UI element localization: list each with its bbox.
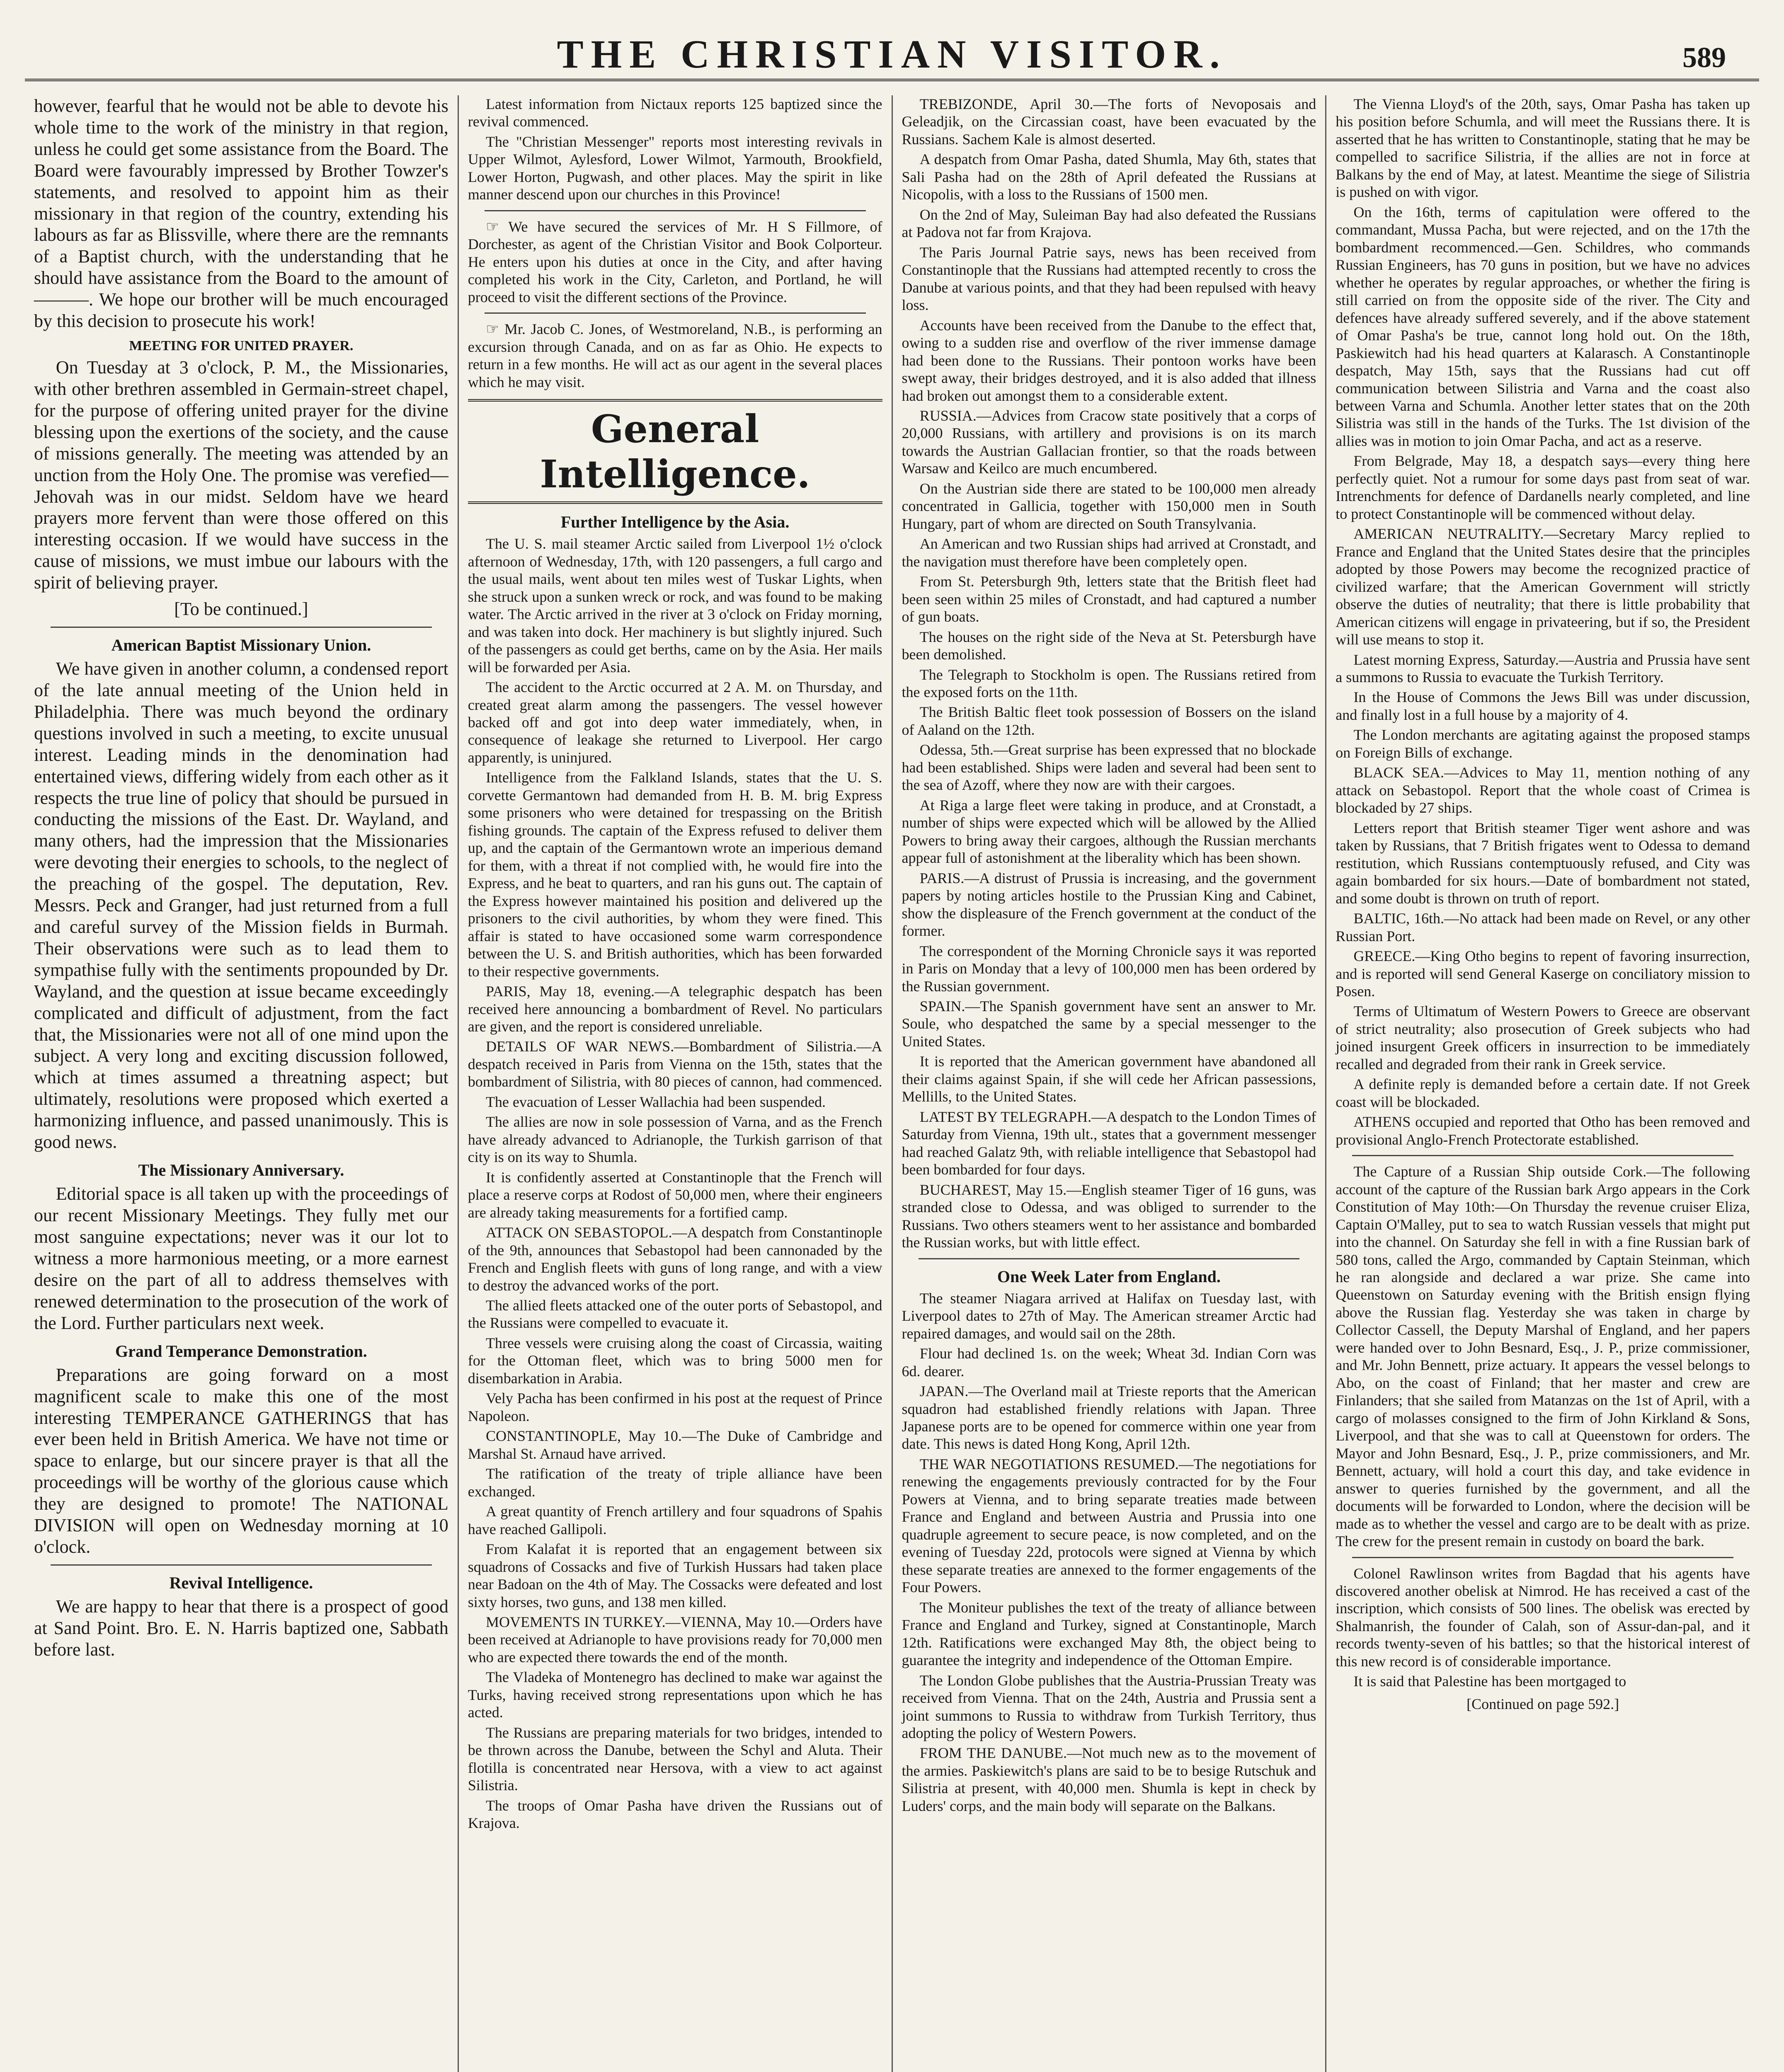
section-heading: Revival Intelligence.: [169, 1573, 313, 1592]
paragraph: The Russians are preparing materials for two bridges, intended to be thrown across the Danube, between the Schyl and Aluta. Their flotilla is concentrated near Hersova, with a view to act against Silistria.: [468, 1724, 882, 1794]
paragraph: A great quantity of French artillery and four squadrons of Spahis have reached Gallipoli.: [468, 1503, 882, 1537]
paragraph: ATTACK ON SEBASTOPOL.—A despatch from Constantinople of the 9th, announces that Sebastopol had been cannonaded by the French and English fleets with guns of long range, and with a view to destroy the advanced works of the port.: [468, 1224, 882, 1294]
paragraph: The Moniteur publishes the text of the treaty of alliance between France and England and Turkey, signed at Constantinople, March 12th. Ratifications were exchanged May 8th, the object being to guarantee the integrity and independence of the Ottoman Empire.: [902, 1599, 1316, 1669]
paragraph: MOVEMENTS IN TURKEY.—VIENNA, May 10.—Orders have been received at Adrianople to have provisions ready for 70,000 men who are expected there towards the end of the month.: [468, 1613, 882, 1665]
columns: [25, 95, 1759, 2072]
paragraph: It is confidently asserted at Constantinople that the French will place a reserve corps at Rodost of 50,000 men, where their engineers are already taking measurements for a fortified camp.: [468, 1169, 882, 1221]
paragraph: The London merchants are agitating against the proposed stamps on Foreign Bills of exchange.: [1336, 726, 1750, 761]
paragraph: On the Austrian side there are stated to be 100,000 men already concentrated in Gallicia, together with 150,000 men in South Hungary, part of whom are directed on South Transylvania.: [902, 480, 1316, 532]
paragraph: On Tuesday at 3 o'clock, P. M., the Missionaries, with other brethren assembled in Germain-street chapel, for the purpose of offering united prayer for the divine blessing upon the exertions of the society, and the cause of missions generally. The meeting was attended by an unction from the Holy One. The promise was verefied—Jehovah was in our midst. Seldom have we heard prayers more fervent than were those offered on this interesting occasion. If we would have success in the cause of missions, we must imbue our labours with the spirit of believing prayer.: [34, 357, 448, 593]
paragraph: From St. Petersburgh 9th, letters state that the British fleet had been seen within 25 miles of Cronstadt, and had captured a number of gun boats.: [902, 573, 1316, 625]
paragraph: The Vienna Lloyd's of the 20th, says, Omar Pasha has taken up his position before Schumla, and will meet the Russians there. It is asserted that he has written to Constantinople, stating that he may be compelled to sacrifice Silistria, if the allies are not in force at Balkans by the end of May, at latest. Meantime the siege of Silistria is pushed on with vigor.: [1336, 96, 1750, 201]
section-heading: American Baptist Missionary Union.: [111, 635, 371, 654]
paragraph: THE WAR NEGOTIATIONS RESUMED.—The negotiations for renewing the engagements previously contracted for by the Four Powers at Vienna, and to bring separate treaties made between France and England and between Austria and Prussia into one quadruple agreement to secure peace, is now completed, and on the evening of Tuesday 22d, protocols were signed at Vienna by which these separate treaties are annexed to the former engagements of the Four Powers.: [902, 1455, 1316, 1596]
paragraph: TREBIZONDE, April 30.—The forts of Nevoposais and Geleadjik, on the Circassian coast, have been evacuated by the Russians. Sachem Kale is almost deserted.: [902, 96, 1316, 148]
paragraph: In the House of Commons the Jews Bill was under discussion, and finally lost in a full house by a majority of 4.: [1336, 689, 1750, 723]
paragraph: The evacuation of Lesser Wallachia had been suspended.: [485, 1093, 826, 1110]
divider: [51, 1564, 432, 1566]
paragraph: The London Globe publishes that the Austria-Prussian Treaty was received from Vienna. That on the 24th, Austria and Prussia sent a joint summons to Russia to withdraw from Turkish Territory, thus adopting the policy of Western Powers.: [902, 1672, 1316, 1741]
paragraph: BLACK SEA.—Advices to May 11, mention nothing of any attack on Sebastopol. Report that the whole coast of Crimea is blockaded by 27 ships.: [1336, 764, 1750, 816]
paragraph: A despatch from Omar Pasha, dated Shumla, May 6th, states that Sali Pasha had on the 28th of April defeated the Russians at Nicopolis, with a loss to the Russians of 1500 men.: [902, 151, 1316, 203]
divider: [919, 1258, 1300, 1259]
paragraph: RUSSIA.—Advices from Cracow state positively that a corps of 20,000 Russians, with artillery and provisions is on its march towards the Austrian Gallacian frontier, so that the roads between Warsaw and Keilco are much encumbered.: [902, 407, 1316, 477]
paragraph: The troops of Omar Pasha have driven the Russians out of Krajova.: [468, 1797, 882, 1832]
paragraph: JAPAN.—The Overland mail at Trieste reports that the American squadron had established friendly relations with Japan. Three Japanese ports are to be opened for commerce within one year from date. This news is dated Hong Kong, April 12th.: [902, 1383, 1316, 1452]
general-intelligence-heading: General Intelligence.: [468, 399, 882, 504]
column-4: [1325, 95, 1759, 2072]
section-heading: Grand Temperance Demonstration.: [115, 1341, 367, 1360]
paragraph: Odessa, 5th.—Great surprise has been expressed that no blockade had been established. Ships were laden and several had been sent to the sea of Azoff, where they now are with their cargoes.: [902, 741, 1316, 794]
paragraph: Latest information from Nictaux reports 125 baptized since the revival commenced.: [468, 96, 882, 130]
continued-note: [Continued on page 592.]: [1466, 1695, 1619, 1712]
paragraph: The correspondent of the Morning Chronicle says it was reported in Paris on Monday that a levy of 100,000 men has been ordered by the Russian government.: [902, 942, 1316, 995]
paragraph: An American and two Russian ships had arrived at Cronstadt, and the navigation must therefore have been completely open.: [902, 535, 1316, 570]
paragraph: The U. S. mail steamer Arctic sailed from Liverpool 1½ o'clock afternoon of Wednesday, 17th, with 120 passengers, a full cargo and the usual mails, went about ten miles west of Tuskar Lights, when she struck upon a sunken wreck or rock, and was found to be making water. The Arctic arrived in the river at 3 o'clock on Friday morning, and was taken into dock. Her machinery is but slightly injured. Such of the passengers as could get berths, came on by the Asia. Her mails will be forwarded per Asia.: [468, 535, 882, 675]
section-heading: One Week Later from England.: [997, 1267, 1221, 1286]
paragraph: Latest morning Express, Saturday.—Austria and Prussia have sent a summons to Russia to evacuate the Turkish Territory.: [1336, 651, 1750, 685]
paragraph: The allied fleets attacked one of the outer ports of Sebastopol, and the Russians were compelled to evacuate it.: [468, 1297, 882, 1331]
paragraph: BUCHAREST, May 15.—English steamer Tiger of 16 guns, was stranded close to Odessa, and was obliged to surrender to the Russians. Two others steamers went to her assistance and bombarded the Russian works, but with little effect.: [902, 1181, 1316, 1251]
paragraph: The British Baltic fleet took possession of Bossers on the island of Aaland on the 12th.: [902, 704, 1316, 738]
paragraph: ☞ We have secured the services of Mr. H S Fillmore, of Dorchester, as agent of the Christian Visitor and Book Colporteur. He enters upon his duties at once in the City, and after having completed his work in the City, Carleton, and Portland, he will proceed to visit the different sections of the Province.: [468, 218, 882, 305]
paragraph: It is reported that the American government have abandoned all their claims against Spain, if she will cede her African passessions, Mellills, to the United States.: [902, 1053, 1316, 1105]
paragraph: The allies are now in sole possession of Varna, and as the French have already advanced to Adrianople, the Turkish garrison of that city is on its way to Shumla.: [468, 1113, 882, 1166]
section-heading: The Missionary Anniversary.: [138, 1160, 344, 1179]
paragraph: PARIS.—A distrust of Prussia is increasing, and the government papers by noting articles hostile to the Prussian King and Cabinet, show the displeasure of the French government at the conduct of the former.: [902, 869, 1316, 939]
paragraph: Terms of Ultimatum of Western Powers to Greece are observant of strict neutrality; also prosecution of Greek subjects who had joined insurgent Greek officers in insurrection to be immediately recalled and degraded from their rank in Greek service.: [1336, 1003, 1750, 1072]
column-1: [25, 95, 458, 2072]
divider: [485, 312, 866, 314]
paragraph: Vely Pacha has been confirmed in his post at the request of Prince Napoleon.: [468, 1390, 882, 1424]
column-3: [892, 95, 1326, 2072]
paragraph: BALTIC, 16th.—No attack had been made on Revel, or any other Russian Port.: [1336, 910, 1750, 944]
paragraph: ☞ Mr. Jacob C. Jones, of Westmoreland, N.B., is performing an excursion through Canada, and on as far as Ohio. He expects to return in a few months. He will act as our agent in the several places which he may visit.: [468, 321, 882, 390]
masthead: [25, 29, 1759, 81]
newspaper-title: THE CHRISTIAN VISITOR.: [557, 31, 1227, 76]
paragraph: On the 16th, terms of capitulation were offered to the commandant, Mussa Pacha, but were rejected, and on the 17th the bombardment recommenced.—Gen. Schildres, who commands Russian Engineers, has 70 guns in position, but we have no advices whether he operates by regular approaches, or whether the firing is still carried on from the opposite side of the river. The City and defences have already suffered severely, and if the above statement of Omar Pasha's be true, cannot long hold out. On the 18th, Paskiewitch had his head quarters at Kalarasch. A Constantinople despatch, May 15th, says that the Russians had cut off communication between Silistria and Varna and the coast also between Varna and Schumla. Another letter states that on the 20th Silistria was still in the hands of the Turks. The 1st division of the allies was in motion to join Omar Pacha, and act as a reserve.: [1336, 203, 1750, 449]
paragraph: A definite reply is demanded before a certain date. If not Greek coast will be blockaded.: [1336, 1076, 1750, 1110]
paragraph: Letters report that British steamer Tiger went ashore and was taken by Russians, that 7 British frigates went to Odessa to demand restitution, which Russians contemptuously refused, and City was again bombarded for six hours.—Date of bombardment not stated, and some doubt is thrown on truth of report.: [1336, 819, 1750, 907]
paragraph: GREECE.—King Otho begins to repent of favoring insurrection, and is reported will send General Kaserge on conciliatory mission to Posen.: [1336, 948, 1750, 1000]
paragraph: Preparations are going forward on a most magnificent scale to make this one of the most interesting TEMPERANCE GATHERINGS that has ever been held in British America. We have not time or space to enlarge, but our sincere prayer is that all the proceedings will be worthy of the glorious cause which they are designed to promote! The NATIONAL DIVISION will open on Wednesday morning at 10 o'clock.: [34, 1364, 448, 1557]
paragraph: The ratification of the treaty of triple alliance have been exchanged.: [468, 1465, 882, 1500]
divider: [51, 627, 432, 628]
paragraph: The Telegraph to Stockholm is open. The Russians retired from the exposed forts on the 11th.: [902, 666, 1316, 700]
paragraph: LATEST BY TELEGRAPH.—A despatch to the London Times of Saturday from Vienna, 19th ult., states that a government messenger had reached Galatz 9th, with reliable intelligence that Sebastopol had been bombarded for four days.: [902, 1108, 1316, 1178]
divider: [1352, 1155, 1733, 1156]
paragraph: From Kalafat it is reported that an engagement between six squadrons of Cossacks and five of Turkish Hussars had taken place near Badoan on the 4th of May. The Cossacks were defeated and lost sixty horses, two guns, and 138 men killed.: [468, 1541, 882, 1610]
paragraph: We are happy to hear that there is a prospect of good at Sand Point. Bro. E. N. Harris baptized one, Sabbath before last.: [34, 1596, 448, 1660]
paragraph: DETAILS OF WAR NEWS.—Bombardment of Silistria.—A despatch received in Paris from Vienna on the 15th, states that the bombardment of Silistria, with 80 pieces of cannon, had commenced.: [468, 1038, 882, 1090]
paragraph: Flour had declined 1s. on the week; Wheat 3d. Indian Corn was 6d. dearer.: [902, 1345, 1316, 1380]
paragraph: The houses on the right side of the Neva at St. Petersburgh have been demolished.: [902, 628, 1316, 663]
paragraph: however, fearful that he would not be able to devote his whole time to the work of the ministry in that region, unless he could get some assistance from the Board. The Board were favourably impressed by Brother Towzer's statements, and resolved to appoint him as their missionary in that region of the country, extending his labours as far as Blissville, where there are the remnants of a Baptist church, with the understanding that he should have assistance from the Board to the amount of———. We hope our brother will be much encouraged by this decision to prosecute his work!: [34, 96, 448, 332]
paragraph: The Vladeka of Montenegro has declined to make war against the Turks, having received strong representations upon which he has acted.: [468, 1669, 882, 1721]
paragraph: The "Christian Messenger" reports most interesting revivals in Upper Wilmot, Aylesford, Lower Wilmot, Yarmouth, Brookfield, Lower Horton, Pugwash, and other places. May the spirit in like manner descend upon our churches in this Province!: [468, 133, 882, 203]
paragraph: PARIS, May 18, evening.—A telegraphic despatch has been received here announcing a bombardment of Revel. No particulars are given, and the report is considered unreliable.: [468, 983, 882, 1035]
paragraph: We have given in another column, a condensed report of the late annual meeting of the Union held in Philadelphia. There was much beyond the ordinary questions involved in such a meeting, to excite unusual interest. Leading minds in the denomination had entertained views, differing widely from each other as it respects the true line of policy that should be pursued in conducting the missions of the East. Dr. Wayland, and many others, had the impression that the Missionaries were devoting their energies to schools, to the neglect of the preaching of the gospel. The deputation, Rev. Messrs. Peck and Granger, had just returned from a full and careful survey of the Mission fields in Burmah. Their observations were such as to lead them to sympathise fully with the sentiments propounded by Dr. Wayland, and the question at issue became exceedingly complicated and difficult of adjustment, from the fact that, the Missionaries were not all of one mind upon the subject. A very long and exciting discussion followed, which at times assumed a threatning aspect; but ultimately, resolutions were proposed which exerted a harmonizing influence, and passed unanimously. This is good news.: [34, 658, 448, 1152]
paragraph: Colonel Rawlinson writes from Bagdad that his agents have discovered another obelisk at Nimrod. He has received a cast of the inscription, which consists of 500 lines. The obelisk was erected by Shalmanrish, the founder of Calah, son of Assur-dan-pal, and it records twenty-seven of his battles; so that the historical interest of this new record is of considerable importance.: [1336, 1565, 1750, 1670]
paragraph: The accident to the Arctic occurred at 2 A. M. on Thursday, and created great alarm among the passengers. The vessel however backed off and got into deep water immediately, when, in consequence of leakage she returned to Liverpool. Her cargo apparently, is uninjured.: [468, 679, 882, 766]
paragraph: At Riga a large fleet were taking in produce, and at Cronstadt, a number of ships were expected which will be allowed by the Allied Powers to bring away their cargoes, although the Russian merchants appear full of astonishment at the liberality which has been shown.: [902, 796, 1316, 867]
section-heading: MEETING FOR UNITED PRAYER.: [129, 338, 354, 353]
paragraph: It is said that Palestine has been mortgaged to: [1353, 1673, 1626, 1690]
paragraph: Three vessels were cruising along the coast of Circassia, waiting for the Ottoman fleet, which was to bring 5000 men for disembarkation in Arabia.: [468, 1334, 882, 1387]
paragraph: ATHENS occupied and reported that Otho has been removed and provisional Anglo-French Protectorate established.: [1336, 1113, 1750, 1148]
paragraph: The Capture of a Russian Ship outside Cork.—The following account of the capture of the Russian bark Argo appears in the Cork Constitution of May 10th:—On Thursday the revenue cruiser Eliza, Captain O'Malley, put to sea to watch Russian vessels that might put into the channel. On Saturday she fell in with a fine Russian bark of 580 tons, called the Argo, commanded by Captain Steinman, which he ran alongside and declared a war prize. She came into Queenstown on Saturday evening with the British ensign flying above the Russian flag. Yesterday she was taken in charge by Collector Cassell, the Deputy Marshal of England, and her papers were handed over to John Besnard, Esq., J. P., prize commissioner, and Mr. John Bennett, prize actuary. It appears the vessel belongs to Abo, on the coast of Finland; that her master and crew are Finlanders; that she sailed from Matanzas on the 1st of April, with a cargo of molasses consigned to the firm of John Kirkland & Sons, Liverpool, and that she was to call at Queenstown for orders. The Mayor and John Besnard, Esq., J. P., prize commissioners, and Mr. Bennett, actuary, will hold a court this day, and take evidence in answer to queries furnished by the government, and all the documents will be forwarded to London, where the decision will be made as to whether the vessel and cargo are to be dealt with as prize. The crew for the present remain in custody on board the bark.: [1336, 1163, 1750, 1550]
paragraph: Intelligence from the Falkland Islands, states that the U. S. corvette Germantown had demanded from H. B. M. brig Express some prisoners who were detained for trespassing on the British fishing grounds. The captain of the Express refused to deliver them up, and the captain of the Germantown wrote an imperious demand for them, with a threat if not complied with, he would fire into the Express, and he beat to quarters, and ran his guns out. The captain of the Express however maintained his position and delivered up the prisoners to the civil authorities, by whom they were fined. This affair is stated to have occasioned some warm correspondence between the U. S. and British authorities, which has been forwarded to their respective governments.: [468, 769, 882, 980]
paragraph: The steamer Niagara arrived at Halifax on Tuesday last, with Liverpool dates to 27th of May. The American streamer Arctic had repaired damages, and would sail on the 28th.: [902, 1290, 1316, 1342]
paragraph: From Belgrade, May 18, a despatch says—every thing here perfectly quiet. Not a rumour for some days past from seat of war. Intrenchments for defence of Dardanells nearly completed, and line to protect Constantinople will be commenced without delay.: [1336, 453, 1750, 522]
divider: [1352, 1557, 1733, 1558]
paragraph: AMERICAN NEUTRALITY.—Secretary Marcy replied to France and England that the United States desire that the principles adopted by those Powers may become the recognized practice of civilized warfare; that the American Government will strictly observe the duties of neutrality; that there is little probability that American citizens will engage in privateering, but if so, the President will use means to stop it.: [1336, 525, 1750, 648]
divider: [485, 210, 866, 211]
paragraph: On the 2nd of May, Suleiman Bay had also defeated the Russians at Padova not far from Krajova.: [902, 206, 1316, 241]
paragraph: SPAIN.—The Spanish government have sent an answer to Mr. Soule, who despatched the same by a special messenger to the United States.: [902, 997, 1316, 1050]
paragraph: FROM THE DANUBE.—Not much new as to the movement of the armies. Paskiewitch's plans are said to be to besige Rutschuk and Silistria at present, with 40,000 men. Shumla is kept in check by Luders' corps, and the main body will separate on the Balkans.: [902, 1745, 1316, 1814]
paragraph: The Paris Journal Patrie says, news has been received from Constantinople that the Russians had attempted recently to cross the Danube at various points, and that they had been repulsed with heavy loss.: [902, 244, 1316, 314]
section-heading: Further Intelligence by the Asia.: [560, 513, 790, 532]
page-number: 589: [1682, 42, 1726, 74]
continued-note: [To be continued.]: [174, 599, 308, 620]
column-2: [458, 95, 892, 2072]
paragraph: Editorial space is all taken up with the proceedings of our recent Missionary Meetings. They fully met our most sanguine expectations; never was it our lot to witness a more harmonious meeting, or a more earnest desire on the part of all to address themselves with renewed determination to the prosecution of the work of the Lord. Further particulars next week.: [34, 1184, 448, 1333]
paragraph: CONSTANTINOPLE, May 10.—The Duke of Cambridge and Marshal St. Arnaud have arrived.: [468, 1428, 882, 1462]
paragraph: Accounts have been received from the Danube to the effect that, owing to a sudden rise and overflow of the river immense damage had been done to the Russians. Their pontoon works have been swept away, their bridges destroyed, and it is also added that illness had broken out amongst them to a considerable extent.: [902, 317, 1316, 404]
